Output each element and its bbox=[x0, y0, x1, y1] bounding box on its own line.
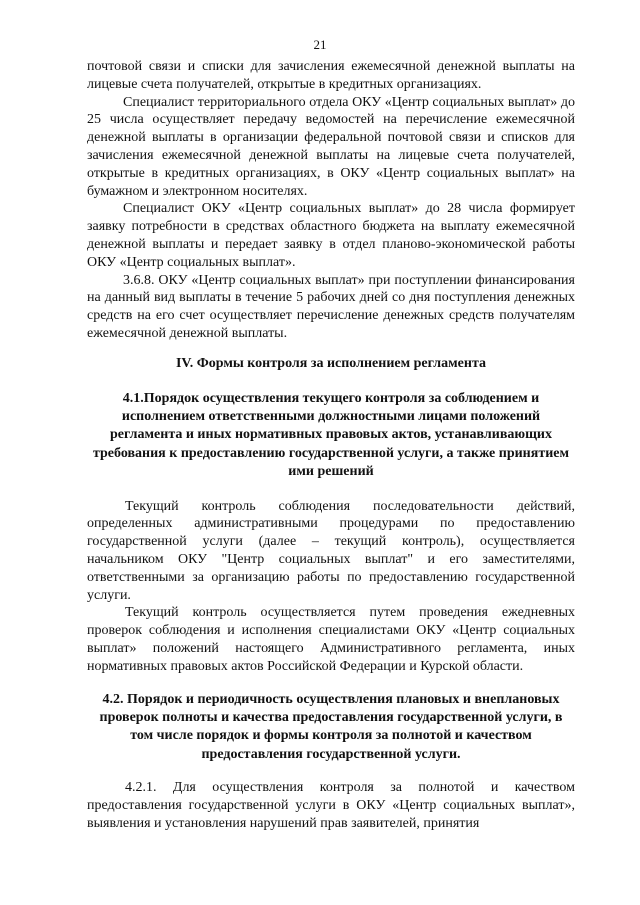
paragraph-specialist-territorial: Специалист территориального отдела ОКУ «Центр социальных выплат» до 25 числа осуществляет передачу ведомостей на перечисление ежемесячной денежной выплаты в организации федеральной почтовой связи и списков для зачисления ежемесячной денежной выплаты на лицевые счета получателей, открытые в кредитных организациях, в ОКУ «Центр социальных выплат» на бумажном и электронном носителях. bbox=[87, 94, 575, 199]
paragraph-3-6-8: 3.6.8. ОКУ «Центр социальных выплат» при поступлении финансирования на данный вид выплаты в течение 5 рабочих дней со дня поступления денежных средств на его счет осуществляет перечисление денежных средств получателям ежемесячной денежной выплаты. bbox=[87, 272, 575, 341]
subsection-heading-4-1: 4.1.Порядок осуществления текущего контроля за соблюдением и исполнением ответственными должностными лицами положений регламента и иных нормативных правовых актов, устанавливающих требования к предоставлению государственной услуги, а также принятием ими решений bbox=[92, 390, 570, 480]
subsection-heading-4-2: 4.2. Порядок и периодичность осуществления плановых и внеплановых проверок полноты и качества предоставления государственной услуги, в том числе порядок и формы контроля за полнотой и качеством предоставления государственной услуги. bbox=[99, 691, 563, 762]
paragraph-daily-checks: Текущий контроль осуществляется путем проведения ежедневных проверок соблюдения и исполнения специалистами ОКУ «Центр социальных выплат» положений настоящего Административного регламента, иных нормативных правовых актов Российской Федерации и Курской области. bbox=[87, 605, 575, 674]
section-heading-iv: IV. Формы контроля за исполнением регламента bbox=[175, 355, 487, 371]
paragraph-specialist-oku: Специалист ОКУ «Центр социальных выплат» до 28 числа формирует заявку потребности в средствах областного бюджета на выплату ежемесячной денежной выплаты и передает заявку в отдел планово-экономической работы ОКУ «Центр социальных выплат». bbox=[87, 201, 575, 270]
paragraph-4-2-1: 4.2.1. Для осуществления контроля за полнотой и качеством предоставления государственной услуги в ОКУ «Центр социальных выплат», выявления и установления нарушений прав заявителей, принятия bbox=[87, 780, 575, 831]
paragraph-current-control: Текущий контроль соблюдения последовательности действий, определенных административными процедурами по предоставлению государственной услуги (далее – текущий контроль), осуществляется начальником ОКУ "Центр социальных выплат" и его заместителями, ответственными за организацию работы по предоставлению государственной услуги. bbox=[87, 498, 575, 603]
page-number: 21 bbox=[313, 37, 327, 52]
paragraph-continuation: почтовой связи и списки для зачисления ежемесячной денежной выплаты на лицевые счета получателей, открытые в кредитных организациях. bbox=[87, 59, 575, 92]
document-body bbox=[87, 58, 575, 833]
